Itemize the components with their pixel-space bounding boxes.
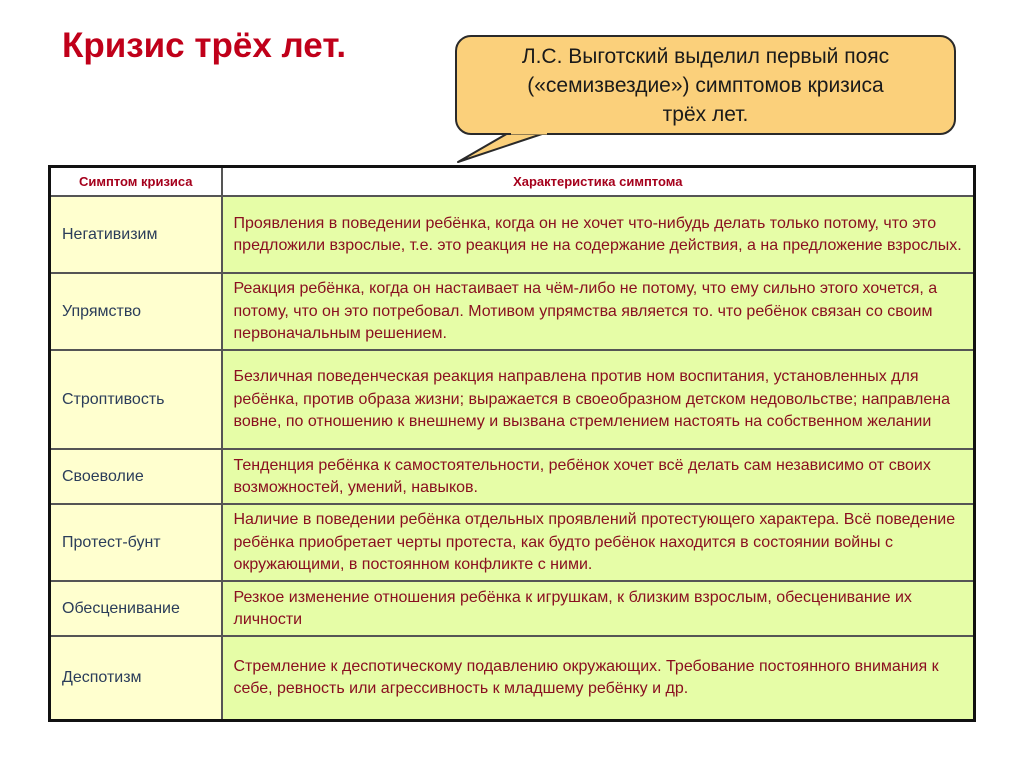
table-header-row — [50, 167, 975, 197]
symptom-characteristic: Стремление к деспотическому подавлению окружающих. Требование постоянного внимания к себе, ревность или агрессивность к младшему ребёнку и др. — [222, 636, 975, 720]
table-row — [50, 581, 975, 636]
symptom-name: Упрямство — [50, 273, 222, 350]
symptom-characteristic: Резкое изменение отношения ребёнка к игрушкам, к близким взрослым, обесценивание их личности — [222, 581, 975, 636]
symptom-name: Негативизим — [50, 196, 222, 273]
table-row — [50, 350, 975, 449]
symptom-name: Обесценивание — [50, 581, 222, 636]
table-row — [50, 273, 975, 350]
symptom-characteristic: Реакция ребёнка, когда он настаивает на чём-либо не потому, что ему сильно этого хочется, а потому, что он это потребовал. Мотивом упрямства является то. что ребёнок связан со своим первоначальным решением. — [222, 273, 975, 350]
table-row — [50, 449, 975, 504]
table-row — [50, 636, 975, 720]
symptoms-table — [48, 165, 976, 722]
slide-title: Кризис трёх лет. — [62, 26, 347, 65]
symptom-characteristic: Наличие в поведении ребёнка отдельных проявлений протестующего характера. Всё поведение ребёнка приобретает черты протеста, как будто ребёнок находится в состоянии войны с окружающими, в постоянном конфликте с ними. — [222, 504, 975, 581]
symptom-name: Строптивость — [50, 350, 222, 449]
symptom-characteristic: Безличная поведенческая реакция направлена против ном воспитания, установленных для ребёнка, против образа жизни; выражается в своеобразном детском недовольстве; направлена вовне, по отношению к внешнему и вызвана стремлением настоять на собственном желании — [222, 350, 975, 449]
symptom-characteristic: Тенденция ребёнка к самостоятельности, ребёнок хочет всё делать сам независимо от своих возможностей, умений, навыков. — [222, 449, 975, 504]
table-row — [50, 196, 975, 273]
symptom-characteristic: Проявления в поведении ребёнка, когда он не хочет что-нибудь делать только потому, что это предложили взрослые, т.е. это реакция не на содержание действия, а на предложение взрослых. — [222, 196, 975, 273]
callout-box — [455, 35, 956, 135]
callout-text: Л.С. Выготский выделил первый пояс («семизвездие») симптомов кризиса трёх лет. — [521, 44, 890, 126]
symptom-name: Деспотизм — [50, 636, 222, 720]
symptom-name: Протест-бунт — [50, 504, 222, 581]
table-row — [50, 504, 975, 581]
symptom-name: Своеволие — [50, 449, 222, 504]
column-header-symptom: Симптом кризиса — [50, 167, 222, 197]
column-header-characteristic: Характеристика симптома — [222, 167, 975, 197]
